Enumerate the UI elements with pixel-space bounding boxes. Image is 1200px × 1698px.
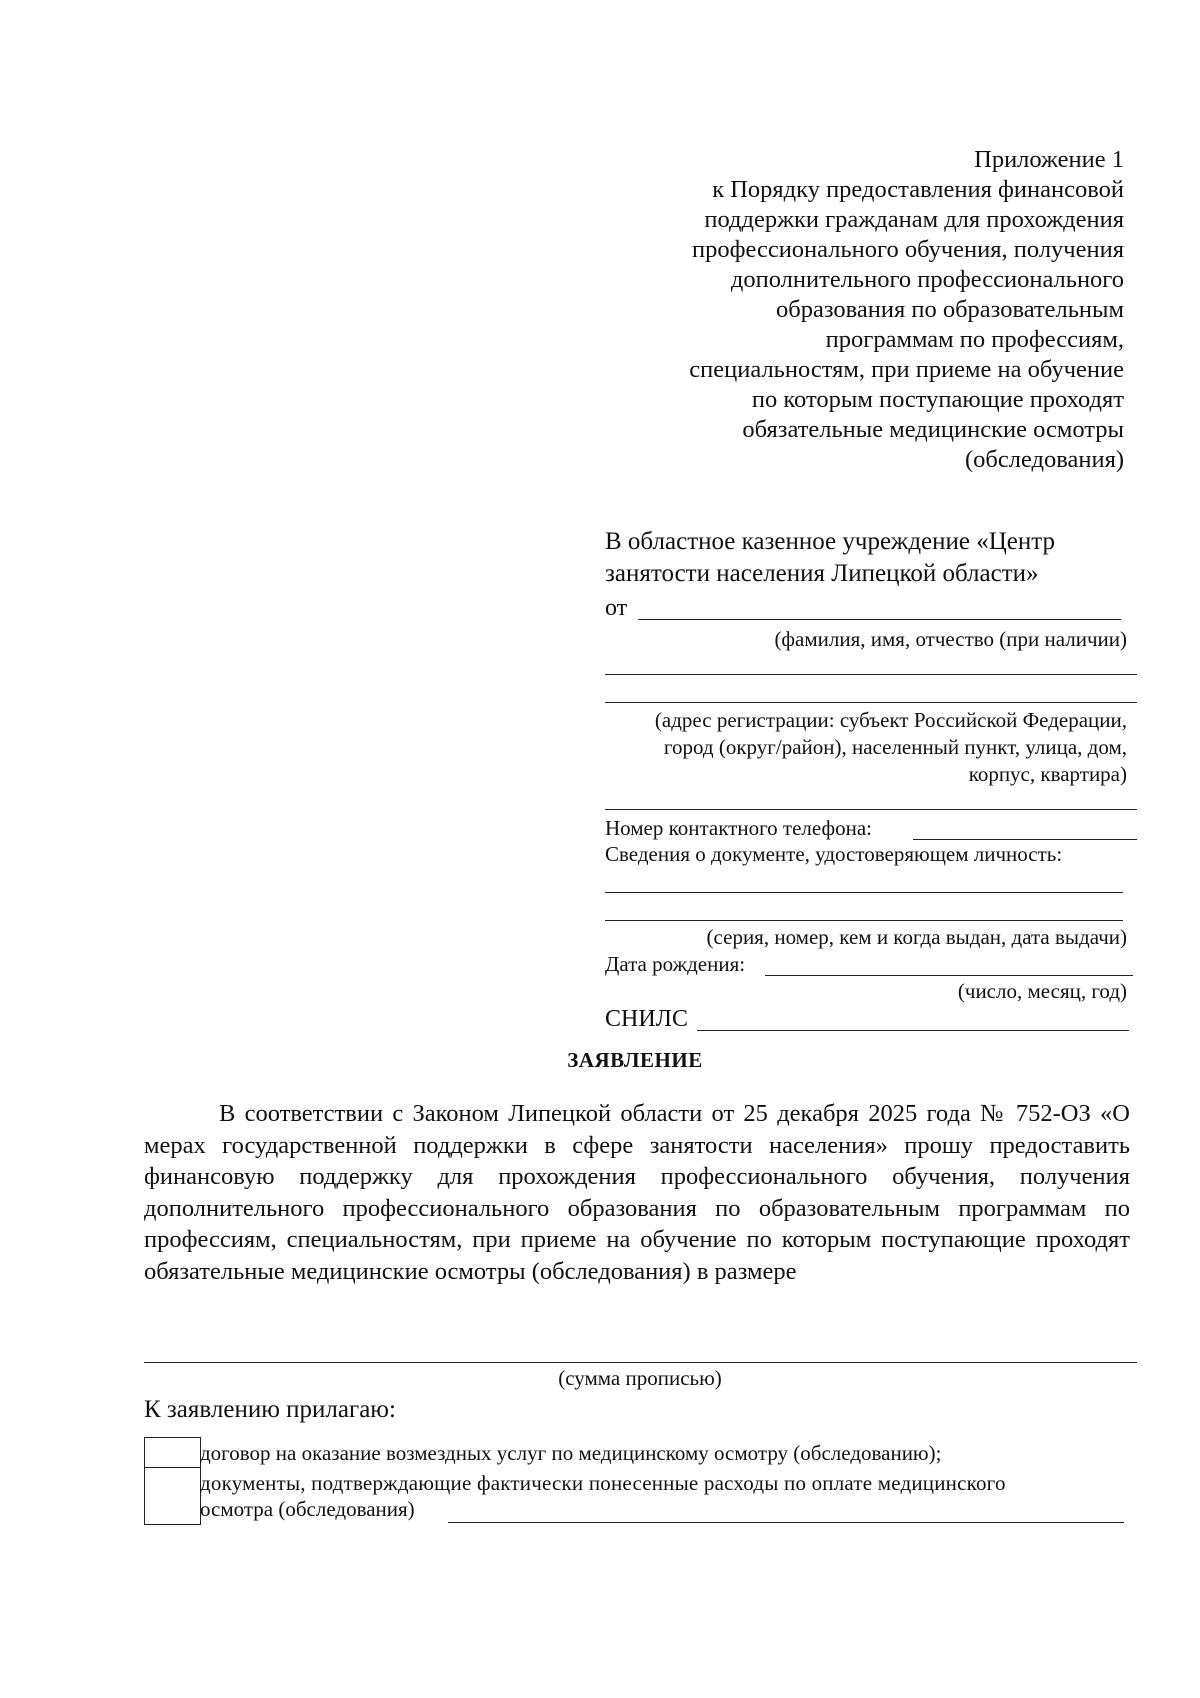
statement-body: В соответствии с Законом Липецкой области от 25 декабря 2025 года № 752-ОЗ «О мерах государственной поддержки в сфере занятости населения» прошу предоставить финансовую поддержку для прохождения профессионального обучения, получения дополнительного профессионального образования по образовательным программам по профессиям, специальностям, при приеме на обучение по которым поступающие проходят обязательные медицинские осмотры (обследования) в размере (144, 1100, 1130, 1285)
appendix-line: программам по профессиям, (825, 326, 1124, 353)
attachment-expenses-text-1: документы, подтверждающие фактически понесенные расходы по оплате медицинского (200, 1471, 1006, 1495)
appendix-line: по которым поступающие проходят (751, 386, 1124, 413)
recipient-line-1: В областное казенное учреждение «Центр (605, 528, 1056, 555)
id-doc-input-line[interactable] (605, 868, 1123, 893)
expenses-input-line[interactable] (448, 1498, 1124, 1523)
amount-hint: (сумма прописью) (558, 1366, 722, 1390)
checkbox-expenses[interactable] (144, 1467, 201, 1525)
id-doc-input-line-2[interactable] (605, 896, 1123, 921)
appendix-line: к Порядку предоставления финансовой (712, 176, 1124, 203)
phone-input-line[interactable] (913, 815, 1137, 840)
appendix-header (564, 145, 1124, 475)
from-label: от (605, 595, 628, 621)
fio-input-line[interactable] (638, 595, 1121, 620)
appendix-line: профессионального обучения, получения (691, 236, 1124, 263)
address-hint-1: (адрес регистрации: субъект Российской Федерации, (654, 708, 1127, 732)
address-input-line[interactable] (605, 678, 1137, 703)
attachment-contract-text: договор на оказание возмездных услуг по медицинскому осмотру (обследованию); (200, 1441, 942, 1465)
birth-input-line[interactable] (765, 951, 1133, 976)
appendix-line: обязательные медицинские осмотры (742, 416, 1124, 443)
id-doc-label: Сведения о документе, удостоверяющем личность: (605, 842, 1063, 866)
attachment-expenses-text-2: осмотра (обследования) (200, 1497, 415, 1521)
appendix-line: (обследования) (964, 446, 1124, 473)
checkbox-contract[interactable] (144, 1437, 201, 1469)
id-doc-hint: (серия, номер, кем и когда выдан, дата выдачи) (706, 925, 1127, 949)
attach-label: К заявлению прилагаю: (144, 1396, 396, 1423)
appendix-line: образования по образовательным (775, 296, 1124, 323)
birth-hint: (число, месяц, год) (957, 979, 1127, 1003)
appendix-line: Приложение 1 (974, 146, 1124, 173)
appendix-line: поддержки гражданам для прохождения (704, 206, 1124, 233)
appendix-line: специальностям, при приеме на обучение (689, 356, 1124, 383)
birth-label: Дата рождения: (605, 952, 746, 976)
appendix-line: дополнительного профессионального (730, 266, 1124, 293)
fio-input-line-2[interactable] (605, 650, 1137, 675)
amount-input-line[interactable] (144, 1338, 1137, 1363)
address-hint-2: город (округ/район), населенный пункт, улица, дом, (663, 735, 1127, 759)
address-input-line-2[interactable] (605, 785, 1137, 810)
fio-hint: (фамилия, имя, отчество (при наличии) (774, 627, 1127, 651)
snils-input-line[interactable] (697, 1006, 1129, 1031)
phone-label: Номер контактного телефона: (605, 816, 872, 840)
snils-label: СНИЛС (605, 1006, 688, 1032)
address-hint-3: корпус, квартира) (968, 762, 1127, 786)
document-title: ЗАЯВЛЕНИЕ (567, 1048, 703, 1072)
recipient-line-2: занятости населения Липецкой области» (605, 560, 1039, 587)
